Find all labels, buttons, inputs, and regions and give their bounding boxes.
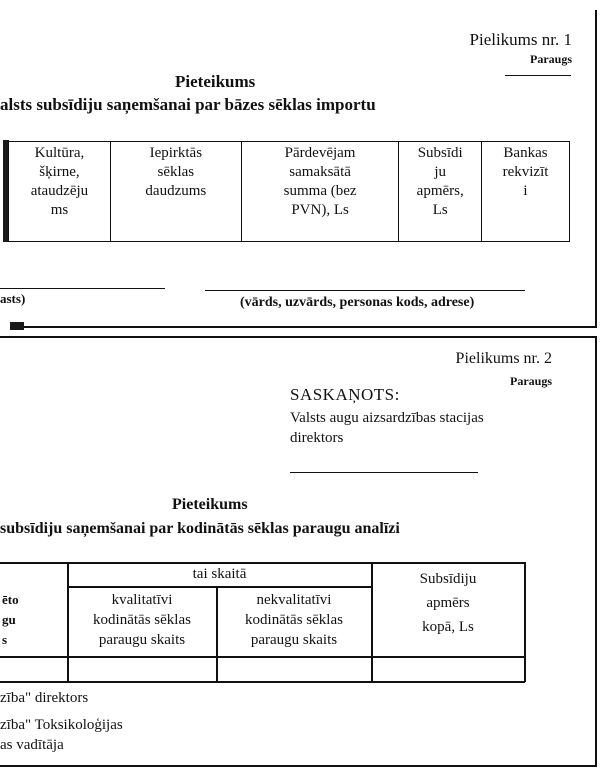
signature-left-text: asts) [0, 291, 26, 306]
appendix1-subtitle: alsts subsīdiju saņemšanai par bāzes sēklas importu [0, 95, 376, 114]
appendix1-table [8, 141, 570, 242]
of-which-header: tai skaitā [192, 566, 247, 582]
appendix2-sample: Paraugs [510, 374, 552, 388]
scan-edge-mark-2 [10, 322, 24, 330]
section2-top-border [0, 336, 597, 338]
section1-bottom-border [10, 326, 597, 328]
appendix1-title: Pieteikums [175, 72, 256, 91]
header-quantity: Iepirktās sēklas daudzums [110, 142, 241, 242]
section2-bottom-border [0, 765, 597, 767]
appendix2-subtitle: subsīdiju saņemšanai par kodinātās sēklas paraugu analīzi [0, 520, 400, 537]
quality-samples-header: kvalitatīvi kodinātās sēklas paraugu skaits [93, 592, 191, 648]
section2-right-border [595, 336, 597, 766]
header-crop: Kultūra, šķirne, ataudzēju ms [9, 142, 111, 242]
approver-line1: Valsts augu aizsardzības stacijas [290, 410, 484, 426]
appendix2-label: Pielikums nr. 2 [455, 350, 552, 367]
section1-right-border [595, 10, 597, 328]
appendix1-sample: Paraugs [530, 52, 572, 66]
footer-line1: zība" direktors [0, 690, 89, 706]
approved-heading: SASKAŅOTS: [290, 385, 400, 404]
header-paid-sum: Pārdevējam samaksātā summa (bez PVN), Ls [241, 142, 399, 242]
subsidy-total-header: Subsīdiju apmērs kopā, Ls [419, 571, 477, 635]
signature-line-left [0, 288, 165, 289]
col-left-header: ēto gu s [2, 592, 19, 647]
signature-caption: (vārds, uzvārds, personas kods, adrese) [240, 295, 475, 310]
footer-line2: zība" Toksikoloģijas [0, 717, 123, 733]
header-subsidy: Subsīdi ju apmērs, Ls [399, 142, 482, 242]
header-bank: Bankas rekvizīt i [482, 142, 570, 242]
appendix2-title: Pieteikums [172, 496, 248, 513]
signature-line-right [205, 290, 525, 291]
approver-signature-line [290, 472, 478, 473]
appendix1-label: Pielikums nr. 1 [469, 30, 572, 49]
approver-line2: direktors [290, 430, 344, 446]
footer-line3: as vadītāja [0, 737, 64, 753]
appendix1-top-rule [505, 75, 571, 76]
nonquality-samples-header: nekvalitatīvi kodinātās sēklas paraugu skaits [245, 592, 343, 648]
